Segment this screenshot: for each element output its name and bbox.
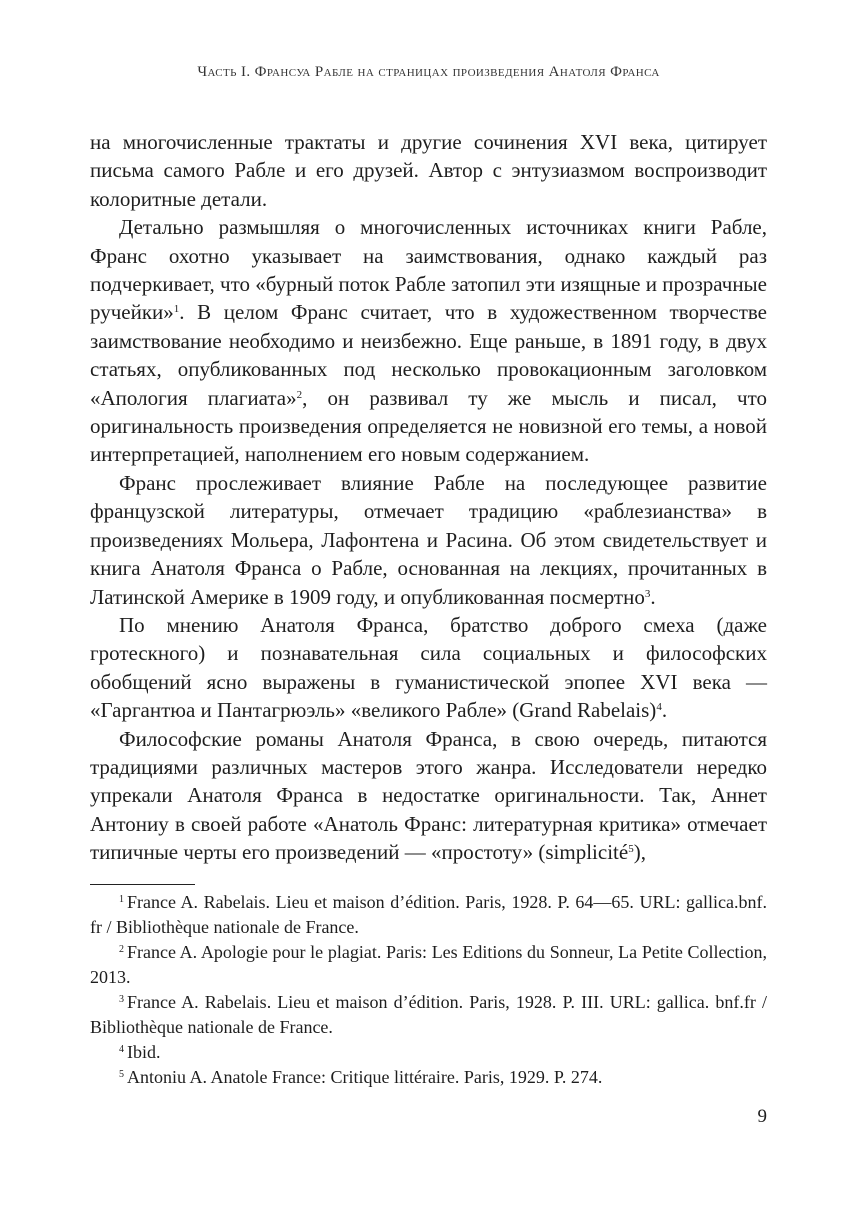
paragraph-text: . — [661, 698, 668, 723]
paragraph-text: . — [650, 584, 656, 609]
paragraph-5 — [90, 725, 767, 867]
paragraph-text: Франс прослеживает влияние Рабле на последующее развитие французской литературы, отмечает традицию «раблезианства» в произведениях Мольера, Лафонтена и Расина. Об этом свидетельствует и книга Анатоля Франса о Рабле, основанная на лекциях, прочитанных в Латинской Америке в 1909 году, и опубликованная посмертно — [90, 470, 767, 609]
footnote-number: 1 — [119, 894, 124, 905]
footnote-text: France A. Apologie pour le plagiat. Paris: Les Editions du Sonneur, La Petite Collection, 2013. — [90, 942, 767, 987]
paragraph-text: на многочисленные трактаты и другие сочинения XVI века, цитирует письма самого Рабле и его друзей. Автор с энтузиазмом воспроизводит колоритные детали. — [90, 130, 767, 211]
paragraph-3 — [90, 469, 767, 611]
paragraph-text: Детально размышляя о многочисленных источниках книги Рабле, Франс охотно указывает на заимствования, однако каждый раз подчеркивает, что «бурный поток Рабле затопил эти изящные и прозрачные ручейки» — [90, 215, 767, 325]
body-text — [90, 128, 767, 867]
page-number: 9 — [757, 1106, 767, 1127]
paragraph-4 — [90, 611, 767, 725]
footnotes — [90, 890, 767, 1090]
footnote-4 — [90, 1040, 767, 1065]
footnote-number: 4 — [119, 1044, 124, 1055]
footnote-ref-2[interactable]: 2 — [296, 388, 303, 401]
footnote-number: 2 — [119, 944, 124, 955]
paragraph-text: , он развивал ту же мысль и писал, что оригинальность произведения определяется не новизной его темы, а новой интерпретацией, наполнением его новым содержанием. — [90, 385, 767, 467]
footnote-2 — [90, 940, 767, 990]
footnote-3 — [90, 990, 767, 1040]
footnote-text: France A. Rabelais. Lieu et maison d’édition. Paris, 1928. P. III. URL: gallica. bnf.fr / Bibliothèque nationale de France. — [90, 992, 767, 1037]
paragraph-1 — [90, 128, 767, 213]
paragraph-text: По мнению Анатоля Франса, братство доброго смеха (даже гротескного) и познавательная сила социальных и философских обобщений ясно выражены в гуманистической эпопее XVI века — «Гаргантюа и Пантагрюэль» «великого Рабле» (Grand Rabelais) — [90, 612, 767, 723]
footnote-5 — [90, 1065, 767, 1090]
footnote-ref-1[interactable]: 1 — [173, 303, 180, 316]
running-head: Часть I. Франсуа Рабле на страницах произведения Анатоля Франса — [197, 64, 660, 80]
paragraph-text: Философские романы Анатоля Франса, в свою очередь, питаются традициями различных мастеров этого жанра. Исследователи нередко упрекали Анатоля Франса в недостатке оригинальности. Так, Аннет Антониу в своей работе «Анатоль Франс: литературная критика» отмечает типичные черты его произведений — «простоту» (simplicité — [90, 726, 767, 865]
paragraph-2 — [90, 213, 767, 469]
footnote-number: 5 — [119, 1069, 124, 1080]
footnote-text: Ibid. — [127, 1042, 161, 1062]
footnote-number: 3 — [119, 994, 124, 1005]
paragraph-text: . В целом Франс считает, что в художественном творчестве заимствование необходимо и неизбежно. Еще раньше, в 1891 году, в двух статьях, опубликованных под несколько провокационным заголовком «Апология плагиата» — [90, 300, 767, 410]
paragraph-text: ), — [633, 840, 646, 865]
footnote-ref-3[interactable]: 3 — [644, 587, 651, 600]
footnote-1 — [90, 890, 767, 940]
footnote-text: Antoniu A. Anatole France: Critique littéraire. Paris, 1929. P. 274. — [127, 1067, 603, 1087]
footnote-text: France A. Rabelais. Lieu et maison d’édition. Paris, 1928. P. 64—65. URL: gallica.bnf. fr / Bibliothèque nationale de France. — [90, 892, 767, 937]
footnote-ref-4[interactable]: 4 — [656, 701, 662, 714]
footnote-divider — [90, 884, 195, 885]
footnote-ref-5[interactable]: 5 — [628, 843, 634, 856]
